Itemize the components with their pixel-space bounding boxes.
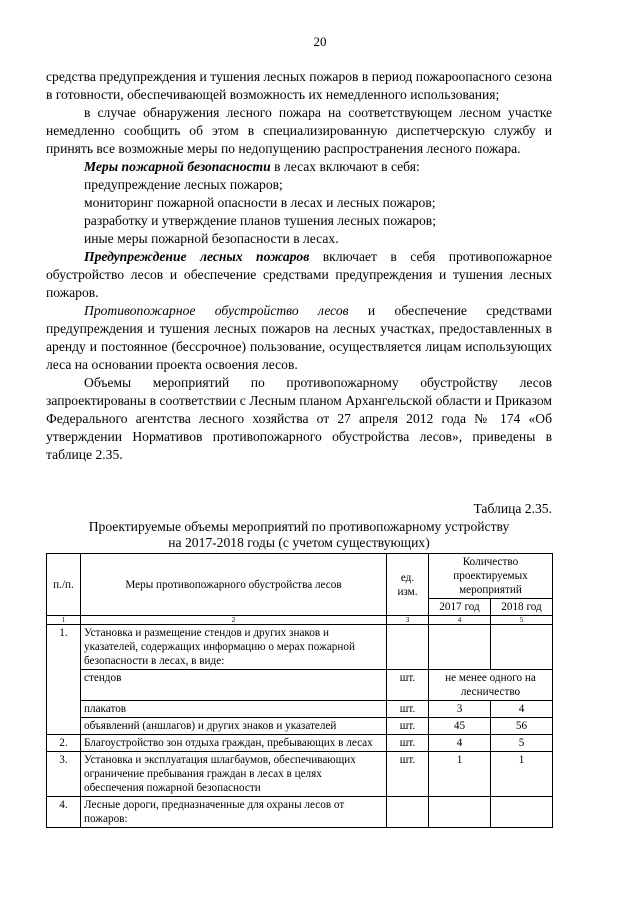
header-num: п./п. — [47, 554, 81, 616]
header-2018: 2018 год — [491, 599, 553, 616]
table-row: объявлений (аншлагов) и других знаков и указателей шт. 45 56 — [47, 718, 553, 735]
paragraph: средства предупреждения и тушения лесных пожаров в период пожароопасного сезона в готовности, обеспечивающей возможность их немедленного использования; — [46, 69, 552, 102]
table-row: стендов шт. не менее одного на лесничество — [47, 670, 553, 701]
paragraph: Объемы мероприятий по противопожарному обустройству лесов запроектированы в соответствии с Лесным планом Архангельской области и Приказом Федерального агентства лесного хозяйства от 27 апреля 2012 года № 174 «Об утверждении Нормативов противопожарного обустройства лесов», приведены в таблице 2.35. — [46, 375, 552, 462]
table-row: 3. Установка и эксплуатация шлагбаумов, обеспечивающих ограничение пребывания граждан в лесах в целях обеспечения пожарной безопасности шт. 1 1 — [47, 752, 553, 797]
table-row: 4. Лесные дороги, предназначенные для охраны лесов от пожаров: — [47, 797, 553, 828]
list-item: предупреждение лесных пожаров; — [84, 177, 283, 192]
table-row: 1. Установка и размещение стендов и других знаков и указателей, содержащих информацию о мерах пожарной безопасности в лесах, в виде: — [47, 625, 553, 670]
body-text — [46, 68, 552, 464]
list-item: разработку и утверждение планов тушения лесных пожаров; — [84, 213, 436, 228]
page-number: 20 — [313, 34, 327, 49]
table-caption: Таблица 2.35. — [473, 501, 552, 516]
header-unit: ед. изм. — [387, 554, 429, 616]
list-item: иные меры пожарной безопасности в лесах. — [84, 231, 339, 246]
table-header-row — [47, 554, 553, 599]
table-title: Проектируемые объемы мероприятий по противопожарному устройству на 2017-2018 годы (с учетом существующих) — [88, 519, 510, 550]
paragraph: в случае обнаружения лесного пожара на соответствующем лесном участке немедленно сообщить об этом в специализированную диспетчерскую службу и принять все возможные меры по недопущению распространения лесного пожара. — [46, 105, 552, 156]
paragraph: Предупреждение лесных пожаров включает в себя противопожарное обустройство лесов и обеспечение средствами предупреждения и тушения лесных пожаров. — [46, 249, 552, 300]
column-number-row: 1 2 3 4 5 — [47, 616, 553, 625]
header-2017: 2017 год — [429, 599, 491, 616]
paragraph: Противопожарное обустройство лесов и обеспечение средствами предупреждения и тушения лесных пожаров на лесных участках, предоставленных в аренду и постоянное (бессрочное) пользование, осуществляется лицам использующих леса на основании проекта освоения лесов. — [46, 303, 552, 372]
table-row: плакатов шт. 3 4 — [47, 701, 553, 718]
table-row: 2. Благоустройство зон отдыха граждан, пребывающих в лесах шт. 4 5 — [47, 735, 553, 752]
header-measure: Меры противопожарного обустройства лесов — [81, 554, 387, 616]
emphasis: Меры пожарной безопасности — [84, 159, 271, 174]
list-item: мониторинг пожарной опасности в лесах и лесных пожаров; — [84, 195, 436, 210]
emphasis: Противопожарное обустройство лесов — [84, 303, 349, 318]
measures-table — [46, 553, 553, 828]
paragraph: Меры пожарной безопасности в лесах включают в себя: — [84, 159, 420, 174]
header-qty: Количество проектируемых мероприятий — [429, 554, 553, 599]
emphasis: Предупреждение лесных пожаров — [84, 249, 310, 264]
